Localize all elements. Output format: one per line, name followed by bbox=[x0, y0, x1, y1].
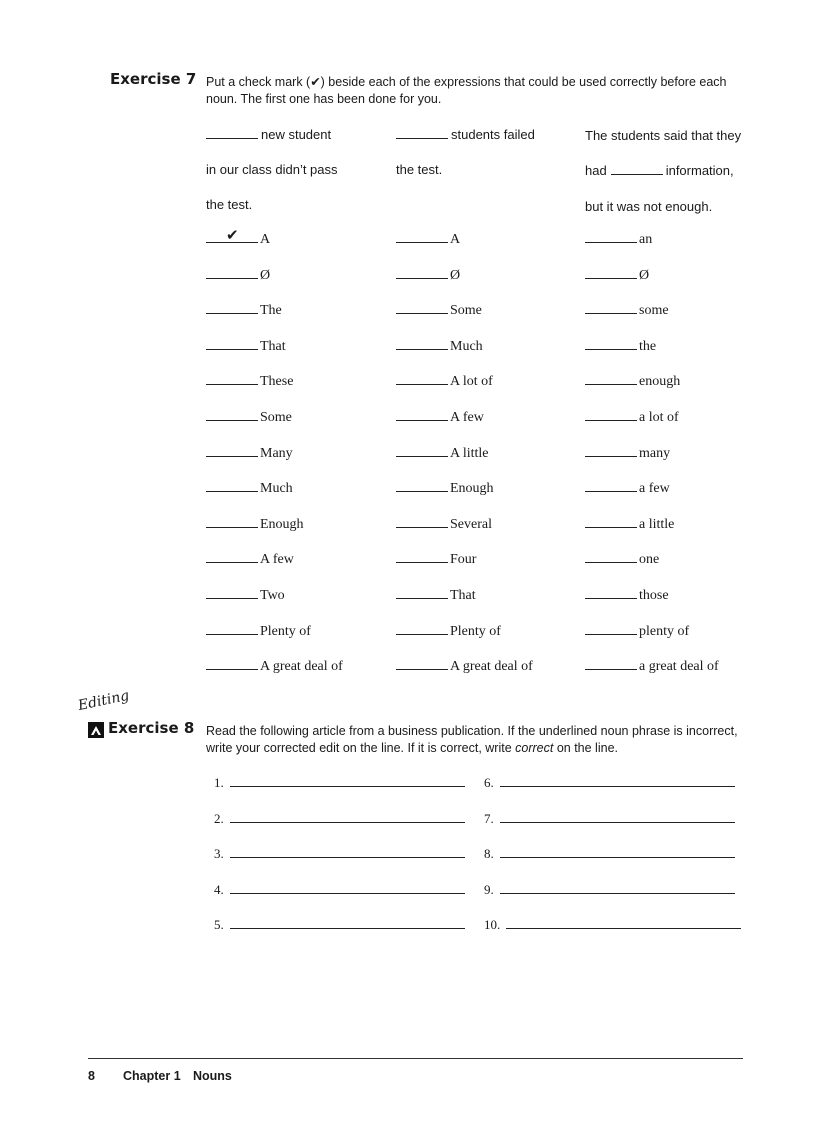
option-label: A great deal of bbox=[260, 659, 343, 674]
stem-3-line-3: but it was not enough. bbox=[585, 199, 713, 214]
option-row bbox=[206, 552, 294, 568]
answer-blank[interactable] bbox=[585, 348, 637, 350]
option-label: Four bbox=[450, 552, 477, 567]
option-label: These bbox=[260, 374, 294, 389]
option-row bbox=[585, 339, 656, 355]
option-label: Ø bbox=[260, 268, 271, 283]
option-label: The bbox=[260, 303, 282, 318]
answer-blank[interactable] bbox=[396, 419, 448, 421]
option-label: an bbox=[639, 232, 653, 247]
option-label: Much bbox=[450, 339, 483, 354]
answer-blank[interactable] bbox=[206, 633, 258, 635]
option-row bbox=[585, 446, 670, 462]
answer-input-line[interactable] bbox=[230, 785, 465, 787]
option-row bbox=[396, 624, 501, 640]
option-label: A lot of bbox=[450, 374, 493, 389]
option-label: Plenty of bbox=[260, 624, 311, 639]
option-row bbox=[206, 517, 304, 533]
option-row bbox=[585, 374, 680, 390]
answer-input-line[interactable] bbox=[230, 927, 465, 929]
answer-line-row bbox=[484, 846, 735, 862]
option-label: some bbox=[639, 303, 669, 318]
stem-2-line-1 bbox=[396, 127, 535, 142]
answer-line-row bbox=[484, 882, 735, 898]
stem-2-line-2: the test. bbox=[396, 162, 443, 177]
answer-blank[interactable] bbox=[396, 312, 448, 314]
answer-input-line[interactable] bbox=[230, 821, 465, 823]
answer-blank[interactable] bbox=[206, 226, 258, 244]
answer-blank[interactable] bbox=[585, 561, 637, 563]
answer-blank[interactable] bbox=[206, 526, 258, 528]
exercise-8-instructions bbox=[206, 723, 751, 757]
answer-input-line[interactable] bbox=[500, 892, 735, 894]
answer-blank[interactable] bbox=[396, 668, 448, 670]
option-row bbox=[585, 481, 670, 497]
option-row bbox=[206, 481, 293, 497]
answer-number: 2. bbox=[214, 811, 224, 826]
answer-blank[interactable] bbox=[396, 455, 448, 457]
answer-blank[interactable] bbox=[396, 277, 448, 279]
option-label: Many bbox=[260, 446, 293, 461]
answer-blank[interactable] bbox=[585, 241, 637, 243]
option-label: A few bbox=[450, 410, 484, 425]
option-label: a great deal of bbox=[639, 659, 719, 674]
stem-text: new student bbox=[261, 127, 332, 142]
option-label: many bbox=[639, 446, 671, 461]
option-label: A bbox=[450, 232, 461, 247]
answer-number: 3. bbox=[214, 846, 224, 861]
option-label: Two bbox=[260, 588, 285, 603]
answer-blank[interactable] bbox=[396, 633, 448, 635]
option-row bbox=[396, 410, 484, 426]
option-row bbox=[206, 374, 293, 390]
answer-line-row bbox=[484, 775, 735, 791]
option-label: Ø bbox=[639, 268, 650, 283]
answer-blank[interactable] bbox=[206, 277, 258, 279]
answer-blank[interactable] bbox=[585, 383, 637, 385]
answer-blank[interactable] bbox=[585, 526, 637, 528]
answer-blank[interactable] bbox=[585, 312, 637, 314]
answer-blank[interactable] bbox=[396, 490, 448, 492]
option-label: Several bbox=[450, 517, 492, 532]
option-row bbox=[396, 232, 460, 248]
option-label: enough bbox=[639, 374, 681, 389]
option-row bbox=[206, 659, 343, 675]
stem-text: students failed bbox=[451, 127, 535, 142]
answer-blank[interactable] bbox=[585, 597, 637, 599]
option-label: A great deal of bbox=[450, 659, 533, 674]
answer-blank[interactable] bbox=[396, 348, 448, 350]
option-row bbox=[396, 303, 482, 319]
answer-input-line[interactable] bbox=[230, 892, 465, 894]
option-row bbox=[396, 517, 492, 533]
exercise-8-label: Exercise 8 bbox=[108, 719, 195, 737]
stem-text: information, bbox=[665, 163, 734, 178]
answer-blank[interactable] bbox=[396, 597, 448, 599]
answer-number: 8. bbox=[484, 846, 494, 861]
option-row bbox=[585, 588, 669, 604]
option-label: Enough bbox=[260, 517, 304, 532]
answer-blank[interactable] bbox=[206, 490, 258, 492]
option-row bbox=[206, 624, 311, 640]
option-row bbox=[206, 339, 286, 355]
option-row bbox=[585, 232, 652, 248]
option-row bbox=[206, 446, 293, 462]
option-label: Enough bbox=[450, 481, 494, 496]
answer-number: 4. bbox=[214, 882, 224, 897]
editing-label: Editing bbox=[76, 687, 131, 714]
answer-line-row bbox=[214, 917, 465, 933]
stem-1-line-1 bbox=[206, 127, 331, 142]
answer-line-row bbox=[484, 811, 735, 827]
chapter-title: Nouns bbox=[193, 1069, 232, 1083]
answer-blank[interactable] bbox=[585, 277, 637, 279]
answer-blank[interactable] bbox=[585, 455, 637, 457]
answer-blank[interactable] bbox=[396, 526, 448, 528]
option-label: plenty of bbox=[639, 624, 690, 639]
chapter-label: Chapter 1 bbox=[123, 1069, 181, 1083]
stem-3-line-1: The students said that they bbox=[585, 128, 742, 143]
answer-blank[interactable] bbox=[585, 633, 637, 635]
answer-blank[interactable] bbox=[396, 383, 448, 385]
stem-1-line-3: the test. bbox=[206, 197, 253, 212]
exercise-7-label: Exercise 7 bbox=[110, 70, 197, 88]
option-row bbox=[585, 624, 689, 640]
answer-blank[interactable] bbox=[206, 561, 258, 563]
option-label: A bbox=[260, 232, 271, 247]
check-mark-icon: ✔ bbox=[226, 226, 239, 244]
footer-rule bbox=[88, 1058, 743, 1059]
answer-blank[interactable] bbox=[206, 312, 258, 314]
option-label: one bbox=[639, 552, 660, 567]
option-label: those bbox=[639, 588, 669, 603]
answer-number: 10. bbox=[484, 917, 501, 932]
option-row bbox=[585, 268, 649, 284]
answer-input-line[interactable] bbox=[500, 856, 735, 858]
option-row bbox=[396, 339, 483, 355]
answer-blank[interactable] bbox=[206, 383, 258, 385]
answer-number: 1. bbox=[214, 775, 224, 790]
option-label: Some bbox=[260, 410, 292, 425]
option-label: a lot of bbox=[639, 410, 679, 425]
page-number: 8 bbox=[88, 1069, 95, 1083]
option-row bbox=[206, 410, 292, 426]
option-label: a few bbox=[639, 481, 670, 496]
answer-line-row bbox=[214, 811, 465, 827]
option-row bbox=[585, 659, 719, 675]
option-label: Some bbox=[450, 303, 482, 318]
answer-blank[interactable] bbox=[585, 490, 637, 492]
answer-blank[interactable] bbox=[206, 419, 258, 421]
option-row bbox=[396, 552, 476, 568]
option-row bbox=[396, 588, 476, 604]
option-label: Much bbox=[260, 481, 293, 496]
option-row bbox=[396, 374, 493, 390]
option-row bbox=[585, 552, 659, 568]
answer-blank[interactable] bbox=[206, 348, 258, 350]
answer-number: 7. bbox=[484, 811, 494, 826]
answer-number: 5. bbox=[214, 917, 224, 932]
answer-input-line[interactable] bbox=[500, 821, 735, 823]
answer-blank[interactable] bbox=[206, 597, 258, 599]
answer-number: 6. bbox=[484, 775, 494, 790]
stem-1-line-2: in our class didn’t pass bbox=[206, 162, 338, 177]
stem-3-line-2 bbox=[585, 163, 734, 178]
option-label: A little bbox=[450, 446, 489, 461]
option-label: That bbox=[450, 588, 476, 603]
option-row bbox=[396, 446, 489, 462]
answer-blank[interactable] bbox=[396, 561, 448, 563]
stem-blank[interactable] bbox=[206, 137, 258, 139]
option-label: a little bbox=[639, 517, 675, 532]
answer-line-row bbox=[484, 917, 741, 933]
option-row bbox=[396, 481, 494, 497]
option-label: A few bbox=[260, 552, 294, 567]
instructions-emphasis: correct bbox=[515, 741, 554, 755]
answer-blank[interactable] bbox=[585, 668, 637, 670]
answer-number: 9. bbox=[484, 882, 494, 897]
instructions-text: Read the following article from a business publication. If the underlined noun phrase is incorrect, write your corrected edit on the line. If it is correct, write bbox=[206, 724, 738, 755]
answer-input-line[interactable] bbox=[500, 785, 735, 787]
answer-input-line[interactable] bbox=[506, 927, 741, 929]
stem-blank[interactable] bbox=[396, 137, 448, 139]
option-row bbox=[206, 268, 270, 284]
answer-blank[interactable] bbox=[206, 455, 258, 457]
option-row bbox=[585, 410, 679, 426]
option-row bbox=[206, 226, 271, 248]
instructions-text: on the line. bbox=[553, 741, 618, 755]
option-row bbox=[585, 303, 669, 319]
option-row bbox=[585, 517, 674, 533]
option-label: Ø bbox=[450, 268, 461, 283]
exercise-7-instructions: Put a check mark (✔) beside each of the expressions that could be used correctly before each noun. The first one has been done for you. bbox=[206, 75, 727, 106]
stem-text: had bbox=[585, 163, 607, 178]
stem-blank[interactable] bbox=[611, 173, 663, 175]
answer-line-row bbox=[214, 846, 465, 862]
option-label: the bbox=[639, 339, 657, 354]
option-label: That bbox=[260, 339, 286, 354]
answer-input-line[interactable] bbox=[230, 856, 465, 858]
option-label: Plenty of bbox=[450, 624, 501, 639]
answer-blank[interactable] bbox=[396, 241, 448, 243]
option-row bbox=[396, 268, 460, 284]
answer-line-row bbox=[214, 882, 465, 898]
option-row bbox=[396, 659, 533, 675]
answer-blank[interactable] bbox=[206, 668, 258, 670]
option-row bbox=[206, 588, 285, 604]
answer-line-row bbox=[214, 775, 465, 791]
answer-blank[interactable] bbox=[585, 419, 637, 421]
edit-icon bbox=[88, 722, 104, 738]
option-row bbox=[206, 303, 282, 319]
